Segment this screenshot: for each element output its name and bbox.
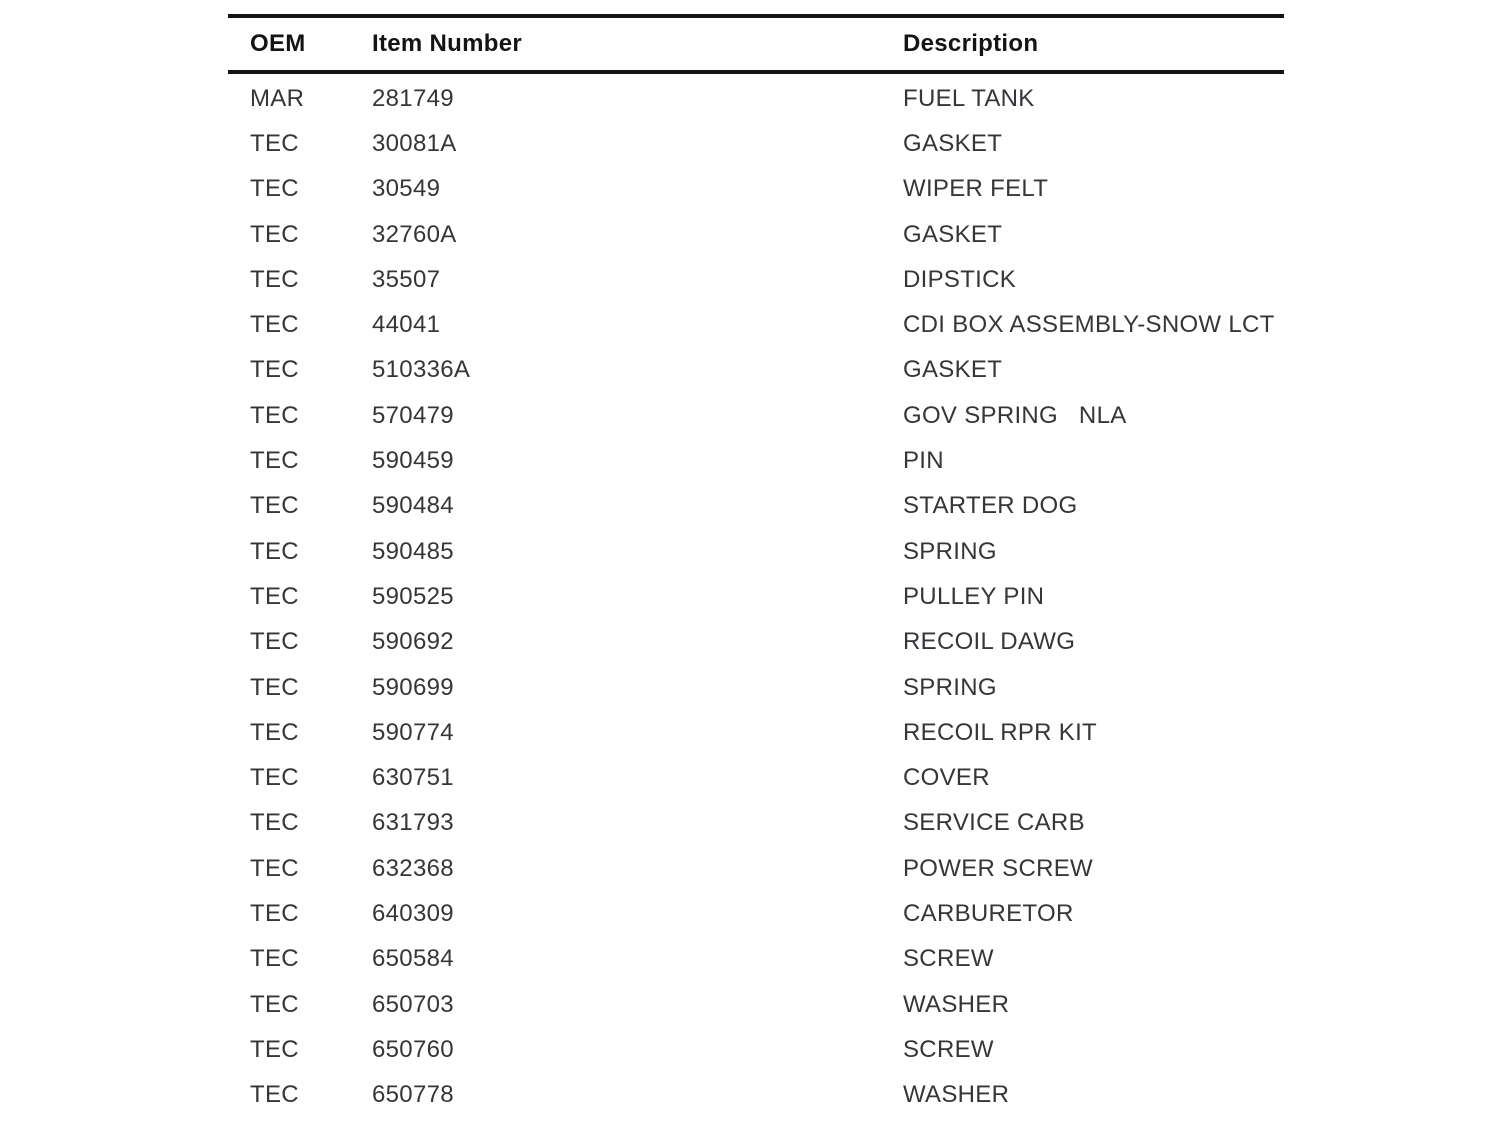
table-row	[228, 665, 1284, 710]
oem-cell: TEC	[250, 311, 299, 339]
oem-cell: TEC	[250, 220, 299, 248]
item-number-cell: 32760A	[372, 220, 457, 248]
description-cell: SCREW	[903, 945, 994, 973]
table-row	[228, 710, 1284, 755]
description-cell: SPRING	[903, 537, 997, 565]
item-number-cell: 650703	[372, 990, 454, 1018]
description-cell: GOV SPRING NLA	[903, 401, 1127, 429]
table-row	[228, 1073, 1284, 1118]
item-number-cell: 44041	[372, 311, 441, 339]
parts-table	[228, 14, 1284, 1118]
item-number-cell: 570479	[372, 401, 454, 429]
item-number-cell: 630751	[372, 764, 454, 792]
table-row	[228, 484, 1284, 529]
table-row	[228, 393, 1284, 438]
item-number-cell: 30081A	[372, 129, 457, 157]
table-row	[228, 891, 1284, 936]
oem-cell: TEC	[250, 129, 299, 157]
oem-cell: TEC	[250, 447, 299, 475]
item-number-cell: 590692	[372, 628, 454, 656]
table-row	[228, 212, 1284, 257]
table-row	[228, 982, 1284, 1027]
item-number-cell: 281749	[372, 84, 454, 112]
table-row	[228, 846, 1284, 891]
description-cell: GASKET	[903, 356, 1003, 384]
oem-cell: TEC	[250, 945, 299, 973]
description-cell: CDI BOX ASSEMBLY-SNOW LCT	[903, 311, 1275, 339]
description-cell: COVER	[903, 764, 990, 792]
description-cell: PIN	[903, 447, 944, 475]
item-number-cell: 650584	[372, 945, 454, 973]
description-cell: GASKET	[903, 129, 1003, 157]
oem-cell: TEC	[250, 356, 299, 384]
column-header-description: Description	[903, 30, 1039, 57]
item-number-cell: 30549	[372, 175, 441, 203]
description-cell: FUEL TANK	[903, 84, 1035, 112]
table-row	[228, 257, 1284, 302]
oem-cell: TEC	[250, 718, 299, 746]
description-cell: GASKET	[903, 220, 1003, 248]
item-number-cell: 590525	[372, 582, 454, 610]
table-row	[228, 167, 1284, 212]
table-row	[228, 76, 1284, 121]
oem-cell: TEC	[250, 401, 299, 429]
oem-cell: TEC	[250, 1081, 299, 1109]
item-number-cell: 631793	[372, 809, 454, 837]
item-number-cell: 590774	[372, 718, 454, 746]
item-number-cell: 632368	[372, 854, 454, 882]
table-row	[228, 801, 1284, 846]
table-row	[228, 574, 1284, 619]
oem-cell: TEC	[250, 854, 299, 882]
oem-cell: TEC	[250, 673, 299, 701]
oem-cell: TEC	[250, 1035, 299, 1063]
item-number-cell: 35507	[372, 265, 441, 293]
column-header-oem: OEM	[250, 30, 306, 57]
item-number-cell: 650778	[372, 1081, 454, 1109]
item-number-cell: 650760	[372, 1035, 454, 1063]
description-cell: SERVICE CARB	[903, 809, 1085, 837]
table-row	[228, 1027, 1284, 1072]
item-number-cell: 510336A	[372, 356, 471, 384]
description-cell: CARBURETOR	[903, 899, 1074, 927]
oem-cell: TEC	[250, 990, 299, 1018]
table-row	[228, 755, 1284, 800]
description-cell: SPRING	[903, 673, 997, 701]
oem-cell: TEC	[250, 265, 299, 293]
oem-cell: TEC	[250, 175, 299, 203]
item-number-cell: 590484	[372, 492, 454, 520]
table-row	[228, 438, 1284, 483]
description-cell: WASHER	[903, 1081, 1010, 1109]
description-cell: RECOIL DAWG	[903, 628, 1076, 656]
oem-cell: MAR	[250, 84, 305, 112]
oem-cell: TEC	[250, 537, 299, 565]
oem-cell: TEC	[250, 582, 299, 610]
oem-cell: TEC	[250, 764, 299, 792]
column-header-item-number: Item Number	[372, 30, 522, 57]
oem-cell: TEC	[250, 809, 299, 837]
table-header-row	[228, 18, 1284, 74]
item-number-cell: 590485	[372, 537, 454, 565]
description-cell: SCREW	[903, 1035, 994, 1063]
table-body	[228, 74, 1284, 1118]
description-cell: WIPER FELT	[903, 175, 1049, 203]
item-number-cell: 590699	[372, 673, 454, 701]
oem-cell: TEC	[250, 628, 299, 656]
table-row	[228, 620, 1284, 665]
oem-cell: TEC	[250, 899, 299, 927]
description-cell: POWER SCREW	[903, 854, 1093, 882]
description-cell: DIPSTICK	[903, 265, 1017, 293]
table-row	[228, 302, 1284, 347]
description-cell: WASHER	[903, 990, 1010, 1018]
description-cell: PULLEY PIN	[903, 582, 1045, 610]
table-row	[228, 348, 1284, 393]
table-row	[228, 529, 1284, 574]
oem-cell: TEC	[250, 492, 299, 520]
table-row	[228, 121, 1284, 166]
table-row	[228, 937, 1284, 982]
item-number-cell: 590459	[372, 447, 454, 475]
description-cell: RECOIL RPR KIT	[903, 718, 1098, 746]
item-number-cell: 640309	[372, 899, 454, 927]
description-cell: STARTER DOG	[903, 492, 1078, 520]
